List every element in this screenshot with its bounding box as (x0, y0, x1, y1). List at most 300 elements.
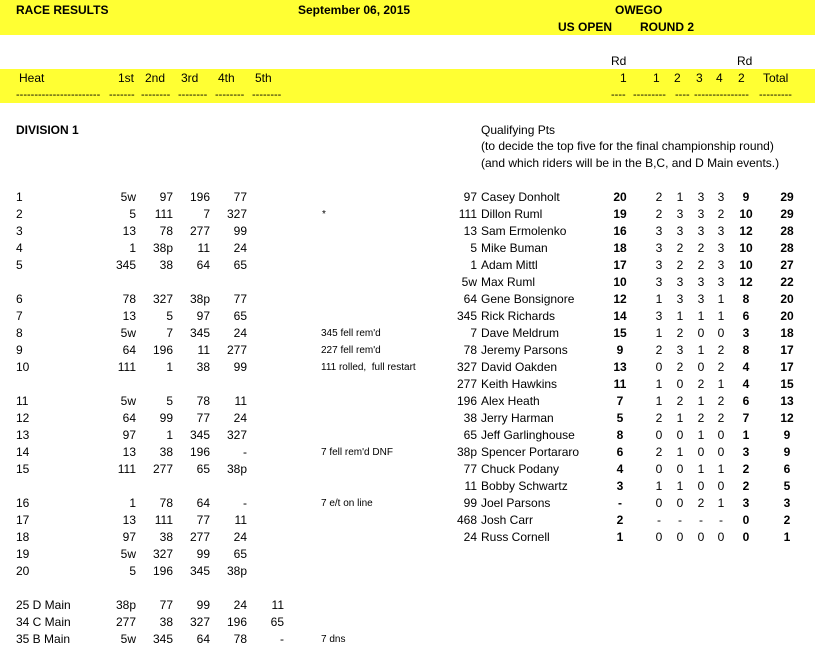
heat-pos-4: 99 (233, 224, 247, 238)
heat-pos-1: 13 (122, 513, 136, 527)
heat-pts-1: 3 (655, 309, 663, 323)
heat-pos-4: 24 (233, 326, 247, 340)
heat-pos-2: 1 (166, 428, 173, 442)
heat-pos-4: - (243, 496, 247, 510)
standing-row (0, 223, 815, 240)
heat-pos-3: 327 (189, 615, 210, 629)
col-2nd: 2nd (145, 71, 166, 85)
total-points: 3 (783, 496, 791, 510)
heat-note: * (322, 209, 326, 220)
rider-name: Russ Cornell (481, 530, 550, 544)
col-heat: Heat (19, 71, 45, 85)
heat-pos-3: 7 (203, 207, 210, 221)
heat-pts-2: 2 (676, 241, 684, 255)
col-c2: 2 (674, 71, 681, 85)
heat-pts-2: 1 (676, 445, 684, 459)
rider-name: Spencer Portararo (481, 445, 580, 459)
heat-pts-2: 3 (676, 343, 684, 357)
heat-pos-2: 38p (152, 241, 173, 255)
rd1-points: 13 (613, 360, 627, 374)
rd1-points: 1 (616, 530, 624, 544)
rd2-points: 8 (742, 292, 750, 306)
heat-pts-1: 1 (655, 394, 663, 408)
race-date: September 06, 2015 (298, 3, 411, 17)
total-points: 27 (780, 258, 794, 272)
total-points: 9 (783, 428, 791, 442)
dash-4th: -------- (215, 89, 245, 101)
heat-pts-2: 0 (676, 377, 684, 391)
rd2-points: 12 (739, 275, 753, 289)
heat-pts-3: 2 (697, 241, 705, 255)
heat-label: 25 D Main (16, 598, 71, 612)
dash-5th: -------- (252, 89, 282, 101)
rider-number: 1 (470, 258, 477, 272)
heat-pos-1: 277 (115, 615, 136, 629)
heat-pts-3: 3 (697, 275, 705, 289)
rd1-points: - (618, 496, 622, 510)
heat-pos-1: 1 (129, 496, 136, 510)
heat-pts-4: - (719, 513, 723, 527)
track-location: OWEGO (615, 3, 663, 17)
standing-row (0, 410, 815, 427)
heat-pos-1: 5w (120, 547, 136, 561)
heat-pts-4: 1 (717, 377, 725, 391)
heat-note: 7 dns (321, 634, 346, 645)
heat-pos-2: 38 (159, 445, 173, 459)
total-points: 18 (780, 326, 794, 340)
page-title: RACE RESULTS (16, 3, 109, 17)
heat-pos-2: 196 (152, 564, 173, 578)
heat-pts-2: 0 (676, 530, 684, 544)
heat-label: 14 (16, 445, 30, 459)
heat-pts-4: 1 (717, 496, 725, 510)
heat-label: 18 (16, 530, 30, 544)
heat-pts-2: 2 (676, 360, 684, 374)
heat-pts-3: 3 (697, 207, 705, 221)
heat-pos-3: 11 (197, 343, 210, 357)
heat-pts-1: 0 (655, 496, 663, 510)
heat-pts-1: 3 (655, 258, 663, 272)
rd2-points: 9 (742, 190, 750, 204)
heat-row (0, 631, 815, 648)
rd2-label-top: Rd (737, 54, 753, 68)
standing-row (0, 495, 815, 512)
rider-name: Jerry Harman (481, 411, 554, 425)
rd2-points: 3 (742, 445, 750, 459)
heat-pos-2: 196 (152, 343, 173, 357)
col-rd1: 1 (620, 71, 627, 85)
rider-name: Mike Buman (481, 241, 548, 255)
standing-row (0, 206, 815, 223)
standing-row (0, 393, 815, 410)
round-label: ROUND 2 (640, 20, 695, 34)
heat-pos-3: 345 (189, 326, 210, 340)
col-1st: 1st (118, 71, 135, 85)
rd2-points: 0 (742, 530, 750, 544)
rd1-points: 9 (616, 343, 624, 357)
heat-pos-3: 97 (196, 309, 210, 323)
rider-number: 24 (463, 530, 477, 544)
heat-pts-4: 2 (717, 207, 725, 221)
total-points: 15 (780, 377, 794, 391)
heat-pos-3: 99 (196, 598, 210, 612)
heat-pts-4: 0 (717, 530, 725, 544)
heat-pos-4: 24 (233, 411, 247, 425)
heat-pos-3: 77 (196, 411, 210, 425)
heat-pts-1: 1 (655, 326, 663, 340)
rider-name: David Oakden (481, 360, 558, 374)
heat-pts-2: 0 (676, 428, 684, 442)
standing-row (0, 427, 815, 444)
heat-pts-1: 2 (655, 445, 663, 459)
heat-pts-2: 3 (676, 275, 684, 289)
heat-pos-2: 38 (159, 258, 173, 272)
heat-pos-3: 38 (196, 360, 210, 374)
rd1-points: 5 (616, 411, 624, 425)
rider-number: 5 (470, 241, 477, 255)
heat-pos-2: 78 (159, 496, 173, 510)
total-points: 20 (780, 292, 794, 306)
heat-pts-2: 0 (676, 496, 684, 510)
heat-pts-2: 2 (676, 394, 684, 408)
heat-pos-2: 7 (166, 326, 173, 340)
heat-pos-1: 5w (120, 632, 136, 646)
rider-number: 468 (456, 513, 477, 527)
heat-row (0, 546, 815, 563)
heat-pts-2: 1 (676, 190, 684, 204)
heat-pts-3: 1 (697, 309, 705, 323)
heat-label: 13 (16, 428, 30, 442)
heat-pts-3: 0 (697, 530, 705, 544)
rider-number: 327 (456, 360, 477, 374)
heat-pos-5: 65 (270, 615, 284, 629)
heat-pos-4: 24 (233, 241, 247, 255)
heat-pos-3: 99 (196, 547, 210, 561)
heat-pos-4: 11 (234, 394, 247, 408)
heat-pts-4: 2 (717, 343, 725, 357)
heat-pos-1: 5 (129, 564, 136, 578)
heat-label: 4 (16, 241, 23, 255)
col-rd2: 2 (738, 71, 745, 85)
rider-name: Joel Parsons (481, 496, 551, 510)
heat-pos-1: 5w (120, 190, 136, 204)
heat-pos-4: 38p (226, 564, 247, 578)
heat-row (0, 597, 815, 614)
rider-name: Dave Meldrum (481, 326, 560, 340)
heat-pos-3: 345 (189, 428, 210, 442)
heat-pts-4: 1 (717, 462, 725, 476)
rd2-points: 2 (742, 462, 750, 476)
heat-label: 9 (16, 343, 23, 357)
heat-pos-2: 1 (166, 360, 173, 374)
heat-pos-1: 5w (120, 326, 136, 340)
heat-pts-3: 2 (697, 377, 705, 391)
rd2-points: 8 (742, 343, 750, 357)
heat-pos-1: 111 (117, 360, 136, 374)
rd1-points: 10 (613, 275, 627, 289)
heat-note: 7 fell rem'd DNF (321, 447, 393, 458)
heat-pts-4: 2 (717, 360, 725, 374)
heat-pos-4: 38p (226, 462, 247, 476)
heat-note: 111 rolled, full restart (321, 362, 416, 373)
heat-pts-3: - (699, 513, 703, 527)
dash-1st: ------- (109, 89, 135, 101)
heat-label: 8 (16, 326, 23, 340)
heat-label: 6 (16, 292, 23, 306)
rider-name: Alex Heath (481, 394, 540, 408)
heat-pos-3: 345 (189, 564, 210, 578)
heat-pos-3: 77 (196, 513, 210, 527)
rd1-label-top: Rd (611, 54, 627, 68)
heat-pos-2: 77 (159, 598, 173, 612)
heat-pos-3: 196 (189, 190, 210, 204)
heat-pts-2: 3 (676, 207, 684, 221)
rider-number: 111 (458, 207, 477, 221)
standing-row (0, 461, 815, 478)
heat-label: 12 (16, 411, 30, 425)
heat-pts-2: 1 (676, 411, 684, 425)
heat-pos-2: 327 (152, 292, 173, 306)
rd1-points: 2 (616, 513, 624, 527)
heat-pos-4: 24 (233, 530, 247, 544)
rider-number: 38p (456, 445, 477, 459)
rider-number: 97 (463, 190, 477, 204)
total-points: 20 (780, 309, 794, 323)
standing-row (0, 512, 815, 529)
standing-row (0, 257, 815, 274)
heat-pts-4: 1 (717, 292, 725, 306)
division-label: DIVISION 1 (16, 123, 79, 137)
heat-pos-4: 65 (233, 258, 247, 272)
heat-row (0, 614, 815, 631)
heat-pts-1: 3 (655, 241, 663, 255)
heat-pts-3: 0 (697, 326, 705, 340)
rd2-points: 10 (739, 241, 753, 255)
rd1-points: 3 (616, 479, 624, 493)
heat-pts-3: 2 (697, 258, 705, 272)
heat-pos-2: 38 (159, 530, 173, 544)
heat-pos-1: 13 (122, 309, 136, 323)
col-c1: 1 (653, 71, 660, 85)
heat-pts-4: 1 (717, 309, 725, 323)
rider-number: 77 (463, 462, 477, 476)
col-total: Total (763, 71, 789, 85)
heat-pts-2: 1 (676, 479, 684, 493)
rider-name: Casey Donholt (481, 190, 560, 204)
heat-pos-1: 64 (122, 411, 136, 425)
heat-pos-4: 327 (226, 428, 247, 442)
heat-pts-3: 2 (697, 496, 705, 510)
total-points: 1 (783, 530, 791, 544)
col-3rd: 3rd (181, 71, 199, 85)
total-points: 2 (783, 513, 791, 527)
dash-12: --------- (633, 89, 666, 101)
rider-number: 78 (463, 343, 477, 357)
heat-pos-1: 345 (115, 258, 136, 272)
heat-pos-3: 64 (196, 258, 210, 272)
rd2-points: 10 (739, 258, 753, 272)
heat-label: 10 (16, 360, 30, 374)
heat-pts-2: 3 (676, 292, 684, 306)
heat-pos-3: 65 (196, 462, 210, 476)
heat-pts-2: 3 (676, 224, 684, 238)
heat-note: 7 e/t on line (321, 498, 373, 509)
heat-pos-2: 277 (152, 462, 173, 476)
standing-row (0, 308, 815, 325)
rider-number: 7 (470, 326, 477, 340)
heat-pos-4: 99 (233, 360, 247, 374)
heat-pts-1: 2 (655, 207, 663, 221)
col-4th: 4th (218, 71, 235, 85)
heat-pos-4: 78 (233, 632, 247, 646)
rider-number: 65 (463, 428, 477, 442)
rider-number: 277 (456, 377, 477, 391)
dash-4rd2: --------------- (694, 89, 749, 101)
rider-number: 64 (463, 292, 477, 306)
heat-pts-3: 2 (697, 411, 705, 425)
heat-pos-4: 77 (233, 292, 247, 306)
col-c4: 4 (716, 71, 723, 85)
rider-number: 13 (463, 224, 477, 238)
standing-row (0, 325, 815, 342)
heat-pos-2: 111 (154, 207, 173, 221)
heat-pos-1: 78 (122, 292, 136, 306)
rider-name: Gene Bonsignore (481, 292, 575, 306)
standing-row (0, 359, 815, 376)
heat-pts-3: 1 (697, 428, 705, 442)
heat-pts-1: 1 (655, 479, 663, 493)
heat-pos-4: 24 (233, 598, 247, 612)
rd2-points: 6 (742, 309, 750, 323)
rd1-points: 6 (616, 445, 624, 459)
heat-pos-1: 38p (115, 598, 136, 612)
heat-pts-3: 1 (697, 394, 705, 408)
heat-pts-4: 0 (717, 445, 725, 459)
event-name: US OPEN (558, 20, 613, 34)
total-points: 22 (780, 275, 794, 289)
heat-pos-3: 277 (189, 530, 210, 544)
heat-pos-1: 1 (129, 241, 136, 255)
heat-pts-4: 0 (717, 479, 725, 493)
rider-name: Josh Carr (481, 513, 534, 527)
rd2-points: 0 (742, 513, 750, 527)
col-5th: 5th (255, 71, 272, 85)
heat-pts-3: 0 (697, 479, 705, 493)
standing-row (0, 291, 815, 308)
heat-pts-1: 0 (655, 462, 663, 476)
heat-pos-1: 5 (129, 207, 136, 221)
heat-label: 3 (16, 224, 23, 238)
standing-row (0, 274, 815, 291)
rider-name: Dillon Ruml (481, 207, 543, 221)
heat-pos-1: 13 (122, 445, 136, 459)
rd2-points: 10 (739, 207, 753, 221)
heat-pos-4: 327 (226, 207, 247, 221)
standing-row (0, 444, 815, 461)
heat-pos-2: 78 (159, 224, 173, 238)
heat-pos-2: 111 (154, 513, 173, 527)
heat-pos-4: 65 (233, 309, 247, 323)
heat-pos-2: 38 (159, 615, 173, 629)
rider-name: Max Ruml (481, 275, 536, 289)
heat-pos-1: 111 (117, 462, 136, 476)
rd1-points: 16 (613, 224, 627, 238)
heat-label: 2 (16, 207, 23, 221)
heat-label: 16 (16, 496, 30, 510)
rd2-points: 4 (742, 377, 750, 391)
rider-name: Jeremy Parsons (481, 343, 568, 357)
heat-pos-4: - (243, 445, 247, 459)
standing-row (0, 478, 815, 495)
heat-pts-1: 0 (655, 360, 663, 374)
qualifying-note-2: (and which riders will be in the B,C, and D Main events.) (481, 156, 780, 170)
heat-pos-3: 78 (196, 394, 210, 408)
total-points: 29 (780, 190, 794, 204)
heat-pts-2: 0 (676, 462, 684, 476)
rd2-points: 1 (742, 428, 750, 442)
rd1-points: 8 (616, 428, 624, 442)
heat-pos-2: 5 (166, 394, 173, 408)
heat-pos-1: 97 (122, 428, 136, 442)
total-points: 5 (783, 479, 791, 493)
heat-pts-2: 2 (676, 258, 684, 272)
heat-pos-2: 97 (159, 190, 173, 204)
rider-number: 196 (456, 394, 477, 408)
heat-pos-4: 65 (233, 547, 247, 561)
rd1-points: 14 (613, 309, 627, 323)
heat-label: 35 B Main (16, 632, 71, 646)
col-c3: 3 (696, 71, 703, 85)
heat-pts-3: 0 (697, 360, 705, 374)
heat-label: 34 C Main (16, 615, 71, 629)
rd1-points: 20 (613, 190, 627, 204)
standing-row (0, 376, 815, 393)
heat-pts-1: 0 (655, 530, 663, 544)
heat-label: 5 (16, 258, 23, 272)
heat-pts-1: 2 (655, 190, 663, 204)
rider-name: Adam Mittl (481, 258, 538, 272)
heat-pos-1: 64 (122, 343, 136, 357)
rd1-points: 11 (613, 377, 627, 391)
heat-pts-1: 2 (655, 411, 663, 425)
heat-note: 345 fell rem'd (321, 328, 381, 339)
rd1-points: 15 (613, 326, 627, 340)
heat-pts-1: 3 (655, 224, 663, 238)
standing-row (0, 189, 815, 206)
heat-pts-3: 1 (697, 462, 705, 476)
heat-pts-2: 2 (676, 326, 684, 340)
heat-pts-1: 3 (655, 275, 663, 289)
heat-label: 11 (16, 394, 29, 408)
rd2-points: 3 (742, 326, 750, 340)
heat-pts-4: 0 (717, 326, 725, 340)
rider-name: Keith Hawkins (481, 377, 558, 391)
heat-pos-3: 196 (189, 445, 210, 459)
standing-row (0, 342, 815, 359)
heat-pos-3: 64 (196, 496, 210, 510)
heat-pos-5: 11 (271, 598, 284, 612)
heat-label: 15 (16, 462, 30, 476)
rider-number: 345 (456, 309, 477, 323)
qualifying-title: Qualifying Pts (481, 123, 556, 137)
heat-pos-4: 11 (234, 513, 247, 527)
heat-pts-3: 3 (697, 224, 705, 238)
rd2-points: 6 (742, 394, 750, 408)
heat-pos-4: 196 (226, 615, 247, 629)
dash-heat: ----------------------- (16, 89, 101, 101)
heat-pts-4: 2 (717, 411, 725, 425)
standing-row (0, 529, 815, 546)
